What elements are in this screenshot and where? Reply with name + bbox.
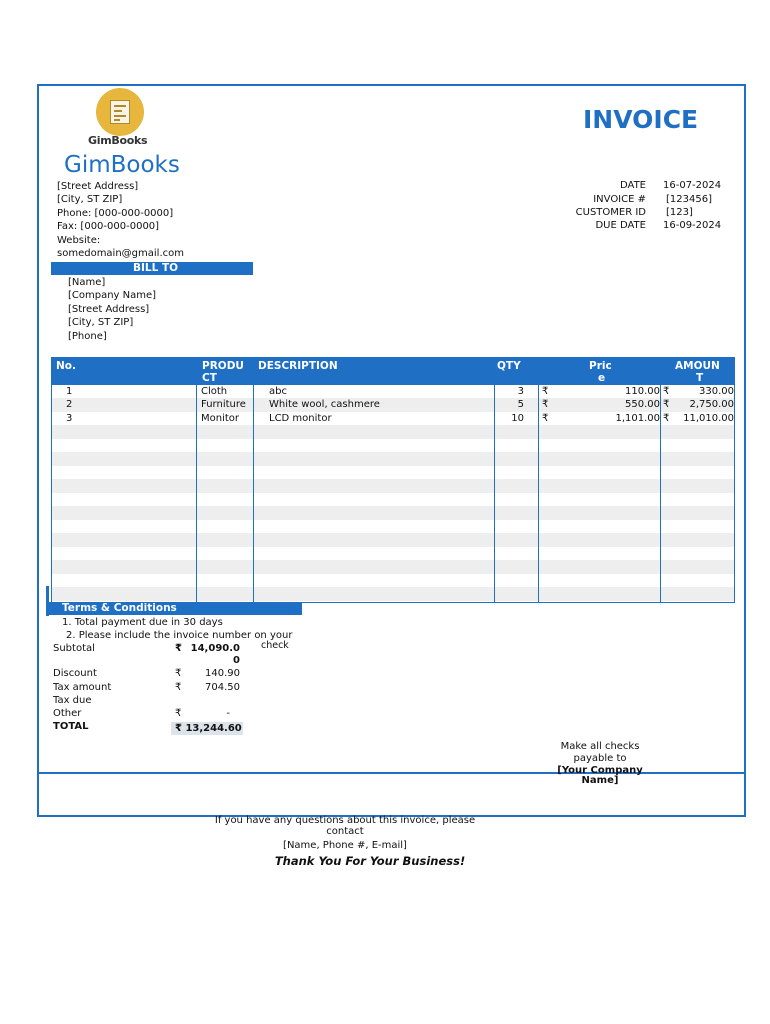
checks-line-1: Make all checks xyxy=(560,741,640,752)
tax-due-label: Tax due xyxy=(53,695,92,706)
bill-to-name: [Name] xyxy=(68,277,106,288)
due-date-label: DUE DATE xyxy=(595,220,646,231)
table-header xyxy=(52,358,734,385)
customer-id-value: [123] xyxy=(666,207,693,218)
tax-amount-value: 704.50 xyxy=(205,682,240,693)
bill-to-heading: BILL TO xyxy=(133,262,179,274)
row-amount-currency: ₹ xyxy=(663,399,670,410)
terms-line-2: 2. Please include the invoice number on your xyxy=(66,630,293,641)
invoice-title: INVOICE xyxy=(583,105,699,134)
subtotal-value: 14,090.0 xyxy=(190,643,240,654)
bill-to-address xyxy=(68,276,156,343)
header-price-1: Pric xyxy=(589,360,612,372)
bill-to-city: [City, ST ZIP] xyxy=(68,317,134,329)
document-icon xyxy=(110,100,130,124)
customer-id-label: CUSTOMER ID xyxy=(575,207,646,218)
company-phone: Phone: [000-000-0000] xyxy=(57,207,174,219)
footer-contact-details: [Name, Phone #, E-mail] xyxy=(283,840,407,851)
discount-currency: ₹ xyxy=(175,668,182,679)
row-price-currency: ₹ xyxy=(542,413,549,424)
date-value: 16-07-2024 xyxy=(663,180,722,191)
header-product-1: PRODU xyxy=(202,360,244,372)
row-qty: 3 xyxy=(517,386,524,397)
row-amount-currency: ₹ xyxy=(663,413,670,424)
row-price: 1,101.00 xyxy=(615,413,660,424)
header-amount-2: T xyxy=(696,372,704,384)
footer-contact-line: contact xyxy=(326,826,364,837)
row-qty: 5 xyxy=(517,399,524,410)
company-city: [City, ST ZIP] xyxy=(57,194,123,206)
company-street: [Street Address] xyxy=(57,181,139,192)
terms-heading: Terms & Conditions xyxy=(62,602,177,614)
header-qty: QTY xyxy=(497,360,521,372)
header-product-2: CT xyxy=(202,372,217,384)
bill-to-phone: [Phone] xyxy=(68,330,107,342)
row-product: Cloth xyxy=(201,386,228,397)
thank-you-message: Thank You For Your Business! xyxy=(274,854,466,868)
row-no: 3 xyxy=(66,413,73,424)
subtotal-value-wrap: 0 xyxy=(233,655,240,666)
bill-to-company: [Company Name] xyxy=(68,290,157,302)
logo-brand-text: GimBooks xyxy=(88,134,148,147)
row-qty: 10 xyxy=(511,413,524,424)
discount-value: 140.90 xyxy=(205,668,240,679)
items-table xyxy=(51,357,735,603)
bill-to-bar xyxy=(51,262,253,275)
row-amount-currency: ₹ xyxy=(663,386,670,397)
row-product: Furniture xyxy=(201,399,246,410)
invoice-number-label: INVOICE # xyxy=(593,194,646,205)
row-price-currency: ₹ xyxy=(542,399,549,410)
row-no: 2 xyxy=(66,399,73,410)
company-website-label: Website: xyxy=(57,234,101,246)
other-label: Other xyxy=(53,708,82,719)
other-value: - xyxy=(226,708,230,719)
row-amount: 330.00 xyxy=(699,386,734,397)
row-product: Monitor xyxy=(201,413,240,424)
invoice-number-value: [123456] xyxy=(666,194,712,205)
header-amount-1: AMOUN xyxy=(675,360,720,372)
tax-currency: ₹ xyxy=(175,682,182,693)
company-email: somedomain@gmail.com xyxy=(57,247,184,259)
company-address xyxy=(57,180,184,260)
due-date-value: 16-09-2024 xyxy=(663,220,722,231)
terms-bar xyxy=(49,602,302,615)
company-name: GimBooks xyxy=(64,152,180,178)
date-label: DATE xyxy=(619,180,646,191)
checks-line-2: payable to xyxy=(573,753,627,764)
header-no: No. xyxy=(56,360,76,372)
total-value: ₹ 13,244.60 xyxy=(171,722,243,735)
row-description: abc xyxy=(269,386,287,397)
checks-line-4: Name] xyxy=(581,775,619,786)
header-description: DESCRIPTION xyxy=(258,360,338,372)
total-label: TOTAL xyxy=(53,721,89,732)
row-amount: 11,010.00 xyxy=(683,413,734,424)
terms-line-1: 1. Total payment due in 30 days xyxy=(62,617,223,628)
discount-label: Discount xyxy=(53,668,97,679)
row-price: 110.00 xyxy=(625,386,660,397)
header-price-2: e xyxy=(598,372,606,384)
row-no: 1 xyxy=(66,386,73,397)
row-price: 550.00 xyxy=(625,399,660,410)
row-price-currency: ₹ xyxy=(542,386,549,397)
subtotal-label: Subtotal xyxy=(53,643,95,654)
footer-question-line: If you have any questions about this invoice, please xyxy=(214,815,476,826)
row-amount: 2,750.00 xyxy=(689,399,734,410)
subtotal-currency: ₹ xyxy=(175,643,182,654)
terms-line-2-cont: check xyxy=(261,640,289,651)
row-description: White wool, cashmere xyxy=(269,399,380,410)
checks-line-3: [Your Company xyxy=(557,765,643,776)
other-currency: ₹ xyxy=(175,708,182,719)
row-description: LCD monitor xyxy=(269,413,332,424)
bill-to-street: [Street Address] xyxy=(68,303,150,315)
tax-amount-label: Tax amount xyxy=(53,682,112,693)
company-fax: Fax: [000-000-0000] xyxy=(57,221,160,233)
